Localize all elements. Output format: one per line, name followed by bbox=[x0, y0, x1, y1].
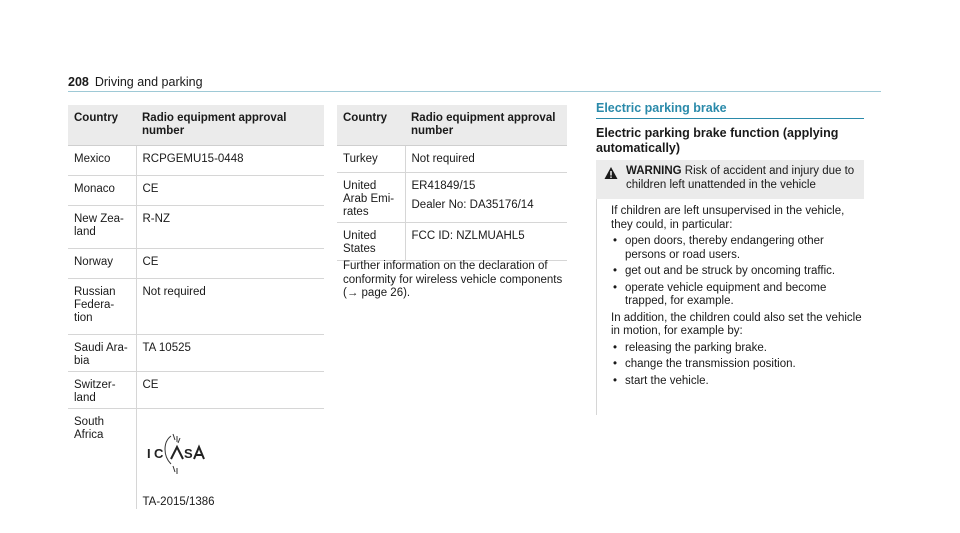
table-row bbox=[68, 335, 324, 372]
section-title: Electric parking brake bbox=[596, 101, 727, 115]
approval-cell: TA 10525 bbox=[136, 335, 324, 372]
table-row bbox=[68, 249, 324, 279]
approval-cell: Not required bbox=[405, 146, 567, 173]
approval-cell: RCPGEMU15-0448 bbox=[136, 146, 324, 176]
warning-text-block bbox=[626, 165, 856, 192]
country-cell: New Zea- land bbox=[68, 206, 136, 249]
icasa-logo-icon bbox=[147, 430, 207, 478]
list-item: • releasing the parking brake. bbox=[611, 342, 864, 356]
warning-triangle-icon bbox=[604, 166, 618, 180]
list-item: • get out and be struck by oncoming traffic. bbox=[611, 265, 864, 279]
approval-number: ER41849/15 bbox=[411, 180, 476, 192]
country-cell: Mexico bbox=[68, 146, 136, 176]
radio-approval-table-2 bbox=[337, 105, 567, 261]
dealer-number: Dealer No: DA35176/14 bbox=[411, 199, 534, 211]
radio-approval-table-1 bbox=[68, 105, 324, 509]
list-item: • start the vehicle. bbox=[611, 375, 864, 389]
table-row bbox=[337, 173, 567, 223]
table-row bbox=[68, 372, 324, 409]
country-cell: United Arab Emi- rates bbox=[337, 173, 405, 223]
table-row bbox=[68, 176, 324, 206]
table-row bbox=[68, 206, 324, 249]
declaration-note: Further information on the declaration of conformity for wireless vehicle components (→ page 26). bbox=[343, 260, 563, 299]
warning-text: Risk of accident and injury due to children left unattended in the vehicle bbox=[626, 165, 855, 191]
approval-cell: Not required bbox=[136, 279, 324, 335]
table-header-row bbox=[68, 105, 324, 146]
table-row bbox=[68, 279, 324, 335]
approval-cell: R-NZ bbox=[136, 206, 324, 249]
warning-box bbox=[596, 160, 864, 430]
warning-paragraph-2: In addition, the children could also set the vehicle in motion, for example by: bbox=[611, 311, 862, 337]
country-cell: United States bbox=[337, 223, 405, 261]
approval-cell: CE bbox=[136, 372, 324, 409]
list-item: • change the transmission position. bbox=[611, 358, 864, 372]
page-number: 208 bbox=[68, 75, 89, 89]
country-cell: Monaco bbox=[68, 176, 136, 206]
svg-text:I: I bbox=[146, 446, 151, 461]
approval-cell bbox=[405, 173, 567, 223]
country-cell: Switzer- land bbox=[68, 372, 136, 409]
chapter-title: Driving and parking bbox=[94, 75, 203, 89]
section-rule bbox=[596, 118, 864, 119]
approval-text: TA-2015/1386 bbox=[142, 496, 215, 508]
page-header bbox=[68, 75, 203, 89]
table-header-row bbox=[337, 105, 567, 146]
warning-paragraph-1: If children are left unsupervised in the vehicle, they could, in particular: bbox=[611, 205, 845, 231]
column-header-approval: Radio equipment approval number bbox=[405, 105, 567, 146]
subsection-title: Electric parking brake function (applying automatically) bbox=[596, 126, 839, 155]
warning-list-2 bbox=[611, 342, 864, 389]
warning-list-1 bbox=[611, 235, 864, 309]
table-row bbox=[68, 146, 324, 176]
approval-cell: CE bbox=[136, 249, 324, 279]
approval-cell: FCC ID: NZLMUAHL5 bbox=[405, 223, 567, 261]
warning-body bbox=[596, 199, 864, 415]
country-cell: Russian Federa- tion bbox=[68, 279, 136, 335]
svg-text:S: S bbox=[183, 446, 193, 461]
table-row bbox=[68, 409, 324, 510]
column-header-country: Country bbox=[68, 105, 136, 146]
approval-cell: CE bbox=[136, 176, 324, 206]
warning-header bbox=[596, 160, 864, 199]
approval-cell bbox=[136, 409, 324, 510]
column-header-approval: Radio equipment approval number bbox=[136, 105, 324, 146]
header-rule bbox=[68, 91, 881, 92]
country-cell: Saudi Ara- bia bbox=[68, 335, 136, 372]
table-row bbox=[337, 223, 567, 261]
column-header-country: Country bbox=[337, 105, 405, 146]
country-cell: South Africa bbox=[68, 409, 136, 510]
svg-text:C: C bbox=[153, 446, 163, 461]
country-cell: Norway bbox=[68, 249, 136, 279]
list-item: • open doors, thereby endangering other persons or road users. bbox=[611, 235, 864, 262]
table-row bbox=[337, 146, 567, 173]
country-cell: Turkey bbox=[337, 146, 405, 173]
list-item: • operate vehicle equipment and become trapped, for example. bbox=[611, 282, 864, 309]
warning-label: WARNING bbox=[626, 165, 682, 177]
